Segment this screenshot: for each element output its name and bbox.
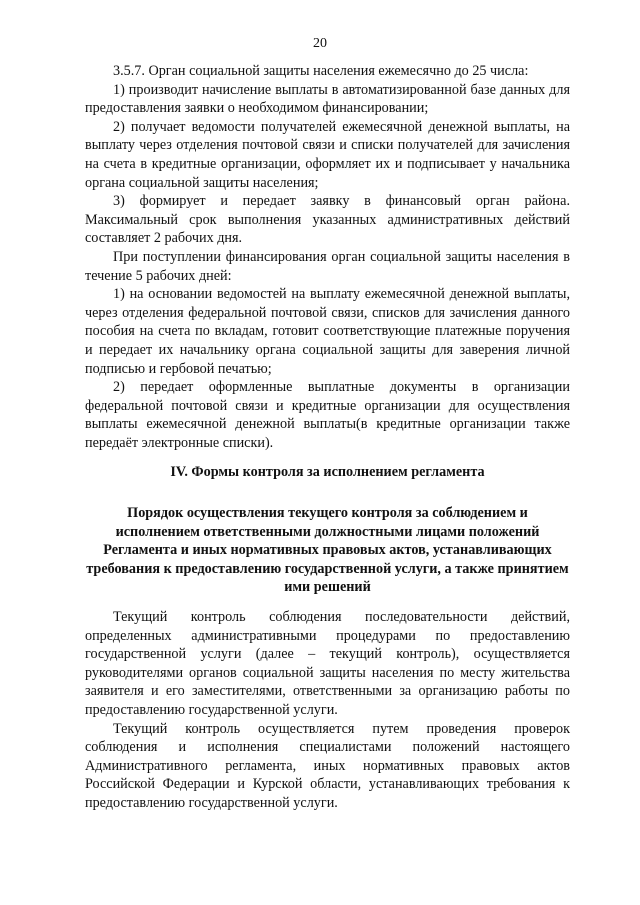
section-title: IV. Формы контроля за исполнением регламента bbox=[170, 464, 485, 480]
paragraph-inspections: Текущий контроль осуществляется путем проведения проверок соблюдения и исполнения специалистами положений настоящего Административного регламента, иных нормативных правовых актов Российской Федерации и Курской области, устанавливающих требования к предоставлению государственной услуги. bbox=[85, 720, 570, 811]
paragraph-item-1: 1) производит начисление выплаты в автоматизированной базе данных для предоставления заявки о необходимом финансировании; bbox=[85, 81, 570, 117]
paragraph-financing: При поступлении финансирования орган социальной защиты населения в течение 5 рабочих дней: bbox=[85, 248, 570, 284]
paragraph-item-3: 3) формирует и передает заявку в финансовый орган района. Максимальный срок выполнения указанных административных действий составляет 2 рабочих дня. bbox=[85, 193, 570, 247]
subsection-title: Порядок осуществления текущего контроля за соблюдением и исполнением ответственными должностными лицами положений Регламента и иных нормативных правовых актов, устанавливающих требования к предоставлению государственной услуги, а также принятием ими решений bbox=[86, 505, 569, 596]
procedure-text-block bbox=[85, 62, 570, 452]
paragraph-financing-item-1: 1) на основании ведомостей на выплату ежемесячной денежной выплаты, через отделения федеральной почтовой связи, списков для зачисления данного пособия на счета по вкладам, готовит соответствующие платежные поручения и передает их начальнику органа социальной защиты для заверения личной подписью и гербовой печатью; bbox=[85, 286, 570, 377]
page-number: 20 bbox=[313, 36, 327, 51]
paragraph-3-5-7: 3.5.7. Орган социальной защиты населения ежемесячно до 25 числа: bbox=[113, 63, 529, 79]
paragraph-item-2: 2) получает ведомости получателей ежемесячной денежной выплаты, на выплату через отделения почтовой связи и списки получателей для зачисления на счета в кредитные организации, оформляет их и подписывает у начальника органа социальной защиты населения; bbox=[85, 118, 570, 191]
paragraph-financing-item-2: 2) передает оформленные выплатные документы в организации федеральной почтовой связи и кредитные организации для осуществления выплаты ежемесячной денежной выплаты(в кредитные организации также передаёт электронные списки). bbox=[85, 379, 570, 451]
paragraph-current-control: Текущий контроль соблюдения последовательности действий, определенных административными процедурами по предоставлению государственной услуги (далее – текущий контроль), осуществляется руководителями органов социальной защиты населения по месту жительства заявителя и его заместителями, ответственными за организацию работы по предоставлению государственной услуги. bbox=[85, 609, 570, 718]
control-text-block bbox=[85, 608, 570, 813]
